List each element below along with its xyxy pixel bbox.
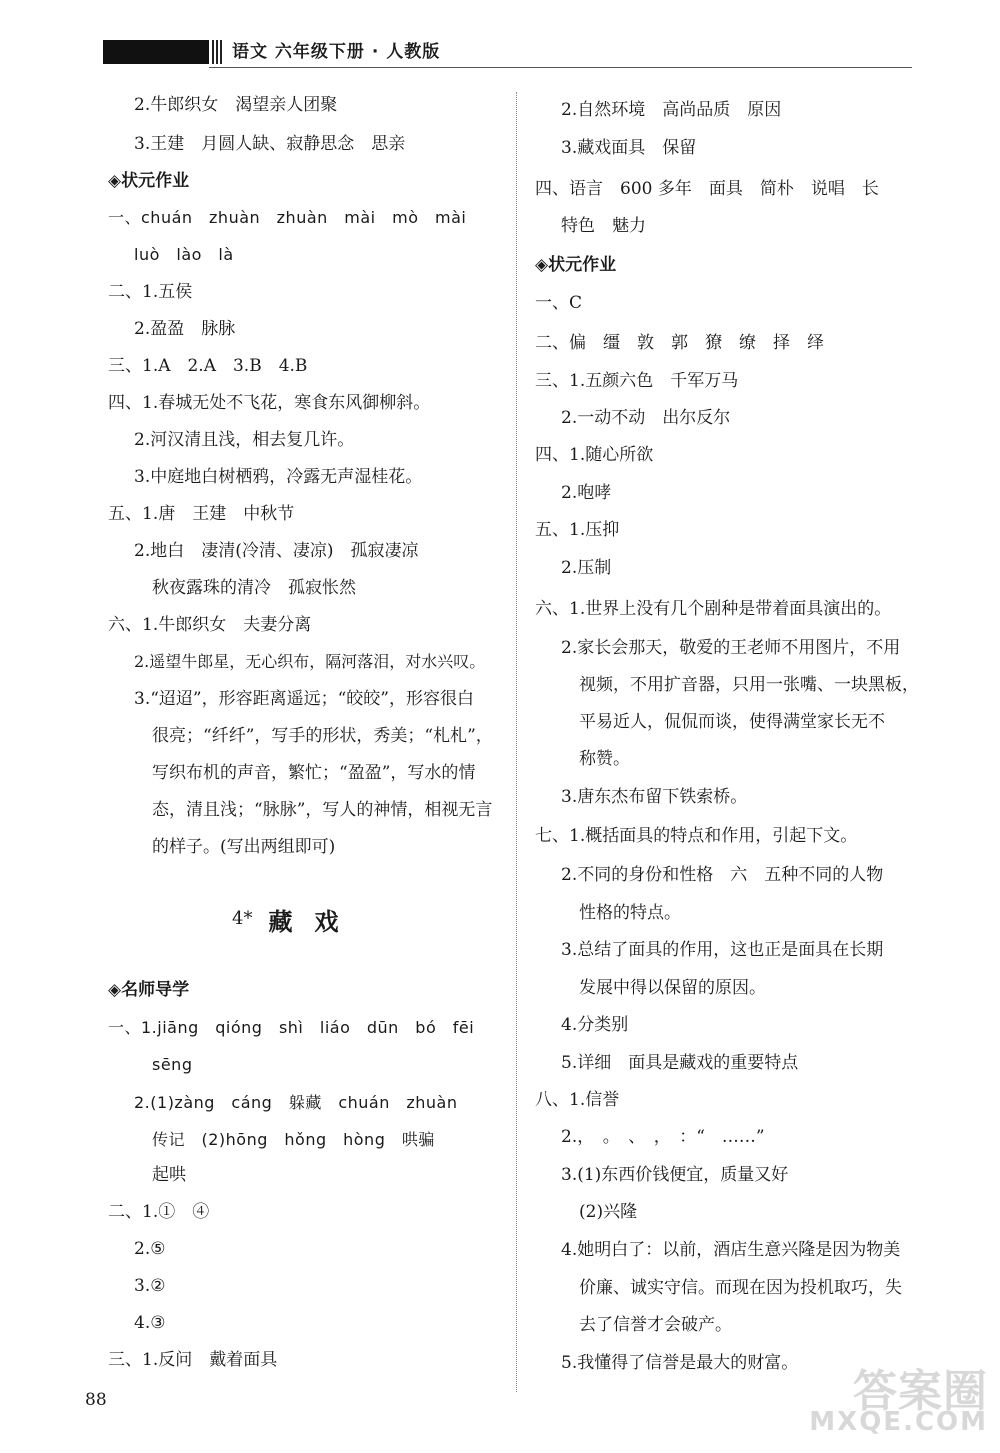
header-rule xyxy=(209,67,912,68)
answer-line: 态，清且浅；“脉脉”，写人的神情，相视无言 xyxy=(152,800,493,820)
answer-line: 2.盈盈 脉脉 xyxy=(134,319,236,339)
answer-line: 3.中庭地白树栖鸦，冷露无声湿桂花。 xyxy=(134,467,423,487)
section-heading: ◈名师导学 xyxy=(108,980,190,1000)
answer-line: sēng xyxy=(152,1055,193,1074)
answer-line: 5.详细 面具是藏戏的重要特点 xyxy=(561,1053,799,1073)
answer-line: 二、1.五侯 xyxy=(108,282,193,302)
header-tick-marks xyxy=(212,40,224,64)
lesson-heading xyxy=(232,902,360,937)
answer-line: 2.⑤ xyxy=(134,1239,166,1259)
answer-line: 4.③ xyxy=(134,1313,166,1333)
answer-line: (2)兴隆 xyxy=(579,1202,638,1222)
answer-line: 特色 魅力 xyxy=(561,216,646,236)
answer-line: 5.我懂得了信誉是最大的财富。 xyxy=(561,1353,799,1373)
answer-line: 2.咆哮 xyxy=(561,483,612,503)
watermark-text-top: 答案圈 xyxy=(853,1366,988,1417)
answer-line: 称赞。 xyxy=(579,749,630,769)
watermark-text-bottom: MXQE.COM xyxy=(809,1407,988,1437)
answer-line: 3.(1)东西价钱便宜，质量又好 xyxy=(561,1165,789,1185)
answer-line: 3.藏戏面具 保留 xyxy=(561,138,697,158)
answer-line: 2.自然环境 高尚品质 原因 xyxy=(561,100,782,120)
answer-line: 平易近人，侃侃而谈，使得满堂家长无不 xyxy=(579,712,885,732)
answer-line: 2.， 。 、 ， ：“ ……” xyxy=(561,1127,765,1147)
answer-line: 二、1.① ④ xyxy=(108,1202,210,1222)
answer-line: 2.(1)zàng cáng 躲藏 chuán zhuàn xyxy=(134,1093,458,1112)
section-heading: ◈状元作业 xyxy=(108,171,190,191)
header-title: 语文 六年级下册 · 人教版 xyxy=(232,42,441,62)
answer-line: 一、1.jiāng qióng shì liáo dūn bó fēi xyxy=(108,1018,475,1037)
answer-line: 四、1.春城无处不飞花，寒食东风御柳斜。 xyxy=(108,393,431,413)
answer-line: 四、1.随心所欲 xyxy=(535,445,654,465)
answer-line: 视频，不用扩音器，只用一张嘴、一块黑板， xyxy=(579,675,919,695)
answer-line: 的样子。(写出两组即可) xyxy=(152,837,336,857)
lesson-number: 4* xyxy=(232,908,253,929)
answer-line: 三、1.反问 戴着面具 xyxy=(108,1350,278,1370)
answer-line: 2.河汉清且浅，相去复几许。 xyxy=(134,430,355,450)
answer-line: 一、C xyxy=(535,293,583,313)
answer-line: 六、1.牛郎织女 夫妻分离 xyxy=(108,615,312,635)
answer-line: 性格的特点。 xyxy=(579,903,681,923)
answer-line: 4.她明白了：以前，酒店生意兴隆是因为物美 xyxy=(561,1240,901,1260)
answer-line: 秋夜露珠的清冷 孤寂怅然 xyxy=(152,578,356,598)
answer-line: 3.② xyxy=(134,1276,166,1296)
answer-line: 五、1.唐 王建 中秋节 xyxy=(108,504,295,524)
answer-line: 六、1.世界上没有几个剧种是带着面具演出的。 xyxy=(535,599,892,619)
answer-line: 2.不同的身份和性格 六 五种不同的人物 xyxy=(561,865,884,885)
answer-line: 3.总结了面具的作用，这也正是面具在长期 xyxy=(561,940,884,960)
answer-line: 写织布机的声音，繁忙；“盈盈”，写水的情 xyxy=(152,763,476,783)
answer-line: 3.“迢迢”，形容距离遥远；“皎皎”，形容很白 xyxy=(134,689,474,709)
page-number: 88 xyxy=(85,1390,107,1410)
answer-line: 2.家长会那天，敬爱的王老师不用图片，不用 xyxy=(561,638,901,658)
answer-line: 四、语言 600 多年 面具 简朴 说唱 长 xyxy=(535,179,879,199)
answer-line: 4.分类别 xyxy=(561,1015,629,1035)
answer-line: 3.唐东杰布留下铁索桥。 xyxy=(561,787,748,807)
answer-line: 2.遥望牛郎星，无心织布，隔河落泪，对水兴叹。 xyxy=(134,652,486,671)
answer-line: 2.一动不动 出尔反尔 xyxy=(561,408,731,428)
answer-line: 去了信誉才会破产。 xyxy=(579,1315,732,1335)
answer-line: luò lào là xyxy=(134,245,234,264)
answer-line: 3.王建 月圆人缺、寂静思念 思亲 xyxy=(134,134,406,154)
lesson-title: 藏戏 xyxy=(268,908,361,936)
answer-line: 三、1.A 2.A 3.B 4.B xyxy=(108,356,308,376)
header-black-bar xyxy=(103,40,209,64)
answer-line: 七、1.概括面具的特点和作用，引起下文。 xyxy=(535,826,858,846)
answer-line: 八、1.信誉 xyxy=(535,1090,620,1110)
answer-line: 很亮；“纤纤”，写手的形状，秀美；“札札”， xyxy=(152,726,493,746)
watermark-logo xyxy=(809,1355,988,1445)
answer-line: 发展中得以保留的原因。 xyxy=(579,978,766,998)
answer-line: 传记 (2)hōng hǒng hòng 哄骗 xyxy=(152,1130,435,1149)
answer-line: 2.地白 凄清(冷清、凄凉) 孤寂凄凉 xyxy=(134,541,419,561)
answer-line: 一、chuán zhuàn zhuàn mài mò mài xyxy=(108,208,467,227)
answer-line: 二、偏 缰 敦 郭 獠 缭 择 绎 xyxy=(535,333,824,353)
answer-line: 2.牛郎织女 渴望亲人团聚 xyxy=(134,95,338,115)
answer-line: 2.压制 xyxy=(561,558,612,578)
column-divider xyxy=(516,92,517,1392)
section-heading: ◈状元作业 xyxy=(535,255,617,275)
answer-line: 三、1.五颜六色 千军万马 xyxy=(535,371,739,391)
answer-line: 五、1.压抑 xyxy=(535,520,620,540)
answer-line: 起哄 xyxy=(152,1165,186,1185)
answer-line: 价廉、诚实守信。而现在因为投机取巧，失 xyxy=(579,1278,902,1298)
